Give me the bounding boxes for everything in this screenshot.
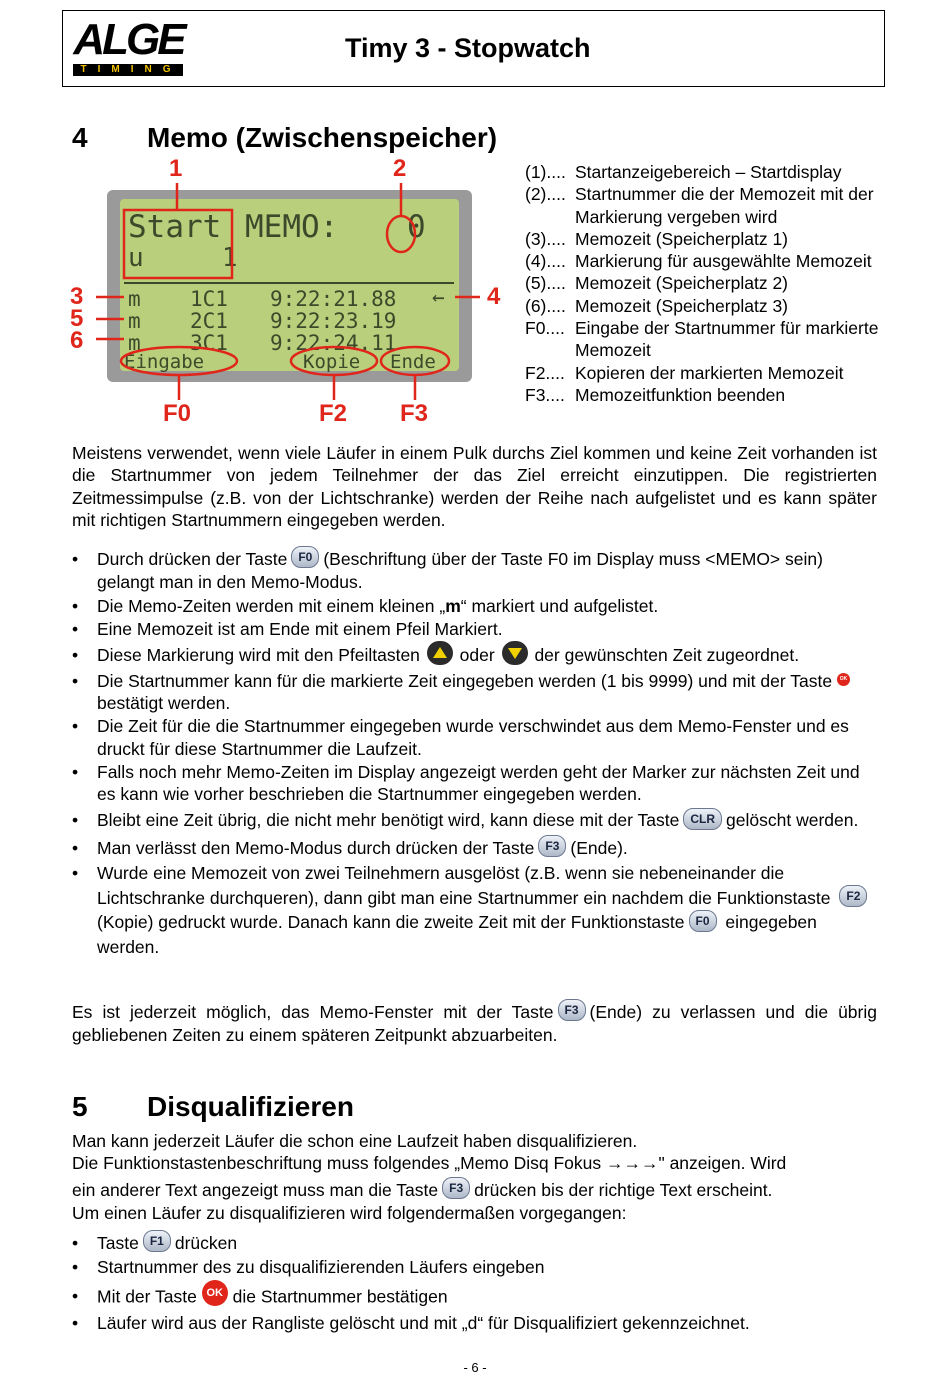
legend-item <box>525 384 885 406</box>
text: Man kann jederzeit Läufer die schon eine Laufzeit haben disqualifizieren. <box>72 1131 638 1151</box>
closing-paragraph <box>72 1001 877 1047</box>
alge-logo <box>71 15 186 78</box>
text: Die Funktionstastenbeschriftung muss folgendes „Memo Disq Fokus →→→" anzeigen. Wird <box>72 1153 787 1174</box>
list-item: • Falls noch mehr Memo-Zeiten im Display angezeigt werden geht der Marker zur nächsten Zeit und es kann wie vorher beschrieben die Startnummer eingegeben werden. <box>72 761 877 806</box>
legend-text: Memozeit (Speicherplatz 1) <box>575 228 788 249</box>
arrow-up-key-icon <box>427 641 453 665</box>
text: eingegeben werden. <box>97 912 817 957</box>
text: Man verlässt den Memo-Modus durch drücken der Taste <box>97 837 535 858</box>
f3-key-icon: F3 <box>442 1177 470 1199</box>
callout-f3: F3 <box>400 400 429 427</box>
lcd-softkey-kopie: Kopie <box>303 351 361 373</box>
list-item <box>72 548 877 594</box>
lcd-memo-row-num: 1C1 <box>190 287 228 311</box>
text: (Ende) zu verlassen und die übrig gebliebenen Zeiten zu einem späteren Zeitpunkt abzuarbeiten. <box>72 1002 877 1046</box>
legend-key: (2).... <box>525 184 566 205</box>
legend-key: F0.... <box>525 318 565 339</box>
legend-key: (5).... <box>525 273 566 294</box>
legend-item <box>525 295 885 317</box>
intro-paragraph: Meistens verwendet, wenn viele Läufer in einem Pulk durchs Ziel kommen und keine Zeit vorhanden ist die Startnummer von jedem Teilnehmer der das Ziel erreicht einzutippen. Die registrierten Zeitmessimpulse (z.B. von der Lichtschranke) werden der Reihe nach aufgelistet und es kann später mit richtigen Startnummern eingegeben werden. <box>72 443 877 530</box>
text: oder <box>459 645 495 666</box>
arrow-down-key-icon <box>502 641 528 665</box>
figure-legend <box>525 161 885 406</box>
legend-text: Startanzeigebereich – Startdisplay <box>575 162 842 182</box>
section5-body <box>72 1130 877 1224</box>
disq-bullets <box>72 1230 877 1335</box>
memo-bullets <box>72 548 877 960</box>
legend-key: (1).... <box>525 162 566 182</box>
legend-key: F2.... <box>525 362 565 383</box>
text-with-key <box>72 1179 877 1202</box>
text: Es ist jederzeit möglich, das Memo-Fenster mit der Taste <box>72 1002 554 1022</box>
text: die Startnummer bestätigen <box>232 1286 448 1307</box>
ok-key-icon: OK <box>202 1280 228 1306</box>
list-item <box>72 1232 877 1255</box>
legend-item <box>525 362 885 384</box>
section4-title: Memo (Zwischenspeicher) <box>147 122 498 153</box>
list-item: • Startnummer des zu disqualifizierenden Läufers eingeben <box>72 1256 877 1278</box>
header-title: Timy 3 - Stopwatch <box>345 33 591 63</box>
legend-text: Memozeitfunktion beenden <box>575 384 786 405</box>
list-item <box>72 837 877 860</box>
list-item: • Läufer wird aus der Rangliste gelöscht und mit „d“ für Disqualifiziert gekennzeichnet. <box>72 1312 877 1334</box>
clr-key-icon: CLR <box>683 808 722 830</box>
list-item <box>72 809 877 832</box>
lcd-memo-row-mark: m <box>128 287 141 311</box>
page-header <box>62 10 885 87</box>
legend-text: Startnummer die der Memozeit mit der Markierung vergeben wird <box>575 184 874 227</box>
callout-overlay <box>60 150 510 430</box>
text: Durch drücken der Taste <box>97 549 288 569</box>
text: bestätigt werden. <box>97 692 231 713</box>
list-item <box>72 1285 877 1311</box>
legend-item <box>525 183 885 228</box>
legend-item <box>525 272 885 294</box>
f0-key-icon: F0 <box>689 910 717 932</box>
logo-subtext: TIMING <box>73 64 183 76</box>
f0-key-icon: F0 <box>291 546 319 568</box>
text: Taste <box>97 1233 139 1253</box>
list-item <box>72 644 877 668</box>
text: Bleibt eine Zeit übrig, die nicht mehr benötigt wird, kann diese mit der Taste <box>97 810 680 831</box>
lcd-memo-row-time: 9:22:24.11 <box>270 331 397 355</box>
callout-f0: F0 <box>163 400 192 427</box>
legend-item <box>525 317 885 362</box>
text: (Kopie) gedruckt wurde. Danach kann die zweite Zeit mit der Funktionstaste <box>97 912 685 933</box>
legend-text: Markierung für ausgewählte Memozeit <box>575 251 872 272</box>
text: Mit der Taste <box>97 1286 197 1307</box>
callout-5: 5 <box>70 305 84 332</box>
callout-1: 1 <box>169 155 183 182</box>
text: Wurde eine Memozeit von zwei Teilnehmern ausgelöst (z.B. wenn sie nebeneinander die Lichtschranke durchqueren), dann gibt man eine Startnummer ein nachdem die Funktionstaste <box>97 863 831 908</box>
text: gelöscht werden. <box>726 810 859 831</box>
callout-3: 3 <box>70 283 84 310</box>
text: Um einen Läufer zu disqualifizieren wird folgendermaßen vorgegangen: <box>72 1202 627 1223</box>
legend-key: (4).... <box>525 251 566 272</box>
callout-f2: F2 <box>319 400 348 427</box>
section4-number: 4 <box>72 122 88 153</box>
text: “ markiert und aufgelistet. <box>460 595 659 616</box>
f3-key-icon: F3 <box>538 835 566 857</box>
text: Die Startnummer kann für die markierte Zeit eingegeben werden (1 bis 9999) und mit der Taste <box>97 670 833 691</box>
lcd-row1-value: 0 <box>407 209 426 245</box>
lcd-row2: u 1 <box>128 243 238 273</box>
list-item <box>72 861 877 959</box>
lcd-row1-left: Start <box>128 209 222 245</box>
lcd-softkey-ende: Ende <box>390 351 436 373</box>
ok-key-icon: OK <box>837 673 850 686</box>
section5-title: Disqualifizieren <box>147 1091 354 1122</box>
lcd-memo-row-mark: m <box>128 331 141 355</box>
page-number: - 6 - <box>463 1360 487 1375</box>
lcd-memo-row-time: 9:22:23.19 <box>270 309 397 333</box>
lcd-memo-row-time: 9:22:21.88 <box>270 287 397 311</box>
display-figure <box>60 150 510 430</box>
callout-2: 2 <box>393 155 407 182</box>
f1-key-icon: F1 <box>143 1230 171 1252</box>
text: (Ende). <box>570 837 628 858</box>
f2-key-icon: F2 <box>839 885 867 907</box>
text: Die Memo-Zeiten werden mit einem kleinen „ <box>97 595 446 616</box>
legend-text: Eingabe der Startnummer für markierte Memozeit <box>575 318 879 361</box>
lcd-memo-row-num: 2C1 <box>190 309 228 333</box>
text: (Beschriftung über der Taste F0 im Display muss <MEMO> sein) gelangt man in den Memo-Modus. <box>97 549 823 593</box>
legend-key: F3.... <box>525 384 565 405</box>
legend-item <box>525 250 885 272</box>
legend-text: Memozeit (Speicherplatz 2) <box>575 273 788 294</box>
section5-number: 5 <box>72 1091 88 1122</box>
text: ein anderer Text angezeigt muss man die Taste <box>72 1179 439 1200</box>
list-item: • Eine Memozeit ist am Ende mit einem Pfeil Markiert. <box>72 618 877 640</box>
logo-word: ALGE <box>73 15 184 64</box>
list-item: • Die Zeit für die die Startnummer eingegeben wurde verschwindet aus dem Memo-Fenster und es druckt für diese Startnummer die Laufzeit. <box>72 715 877 760</box>
text: drücken <box>174 1233 238 1253</box>
text: drücken bis der richtige Text erscheint. <box>474 1179 773 1200</box>
list-item <box>72 670 877 715</box>
lcd-memo-row-mark: m <box>128 309 141 333</box>
legend-key: (6).... <box>525 295 566 316</box>
legend-item <box>525 228 885 250</box>
list-item <box>72 595 877 617</box>
lcd-softkey-eingabe: Eingabe <box>124 351 205 373</box>
lcd-memo-row-num: 3C1 <box>190 331 228 355</box>
lcd-memo-row-arrow: ← <box>432 285 445 309</box>
f3-key-icon: F3 <box>558 999 586 1021</box>
text: der gewünschten Zeit zugeordnet. <box>534 645 800 666</box>
callout-6: 6 <box>70 327 84 354</box>
text: Diese Markierung wird mit den Pfeiltasten <box>97 645 420 666</box>
legend-text: Memozeit (Speicherplatz 3) <box>575 295 788 316</box>
legend-text: Kopieren der markierten Memozeit <box>575 362 844 383</box>
bold-text: m <box>445 595 461 616</box>
legend-key: (3).... <box>525 228 566 249</box>
callout-4: 4 <box>487 283 501 310</box>
legend-item <box>525 161 885 183</box>
lcd-row1-right: MEMO: <box>245 209 339 245</box>
